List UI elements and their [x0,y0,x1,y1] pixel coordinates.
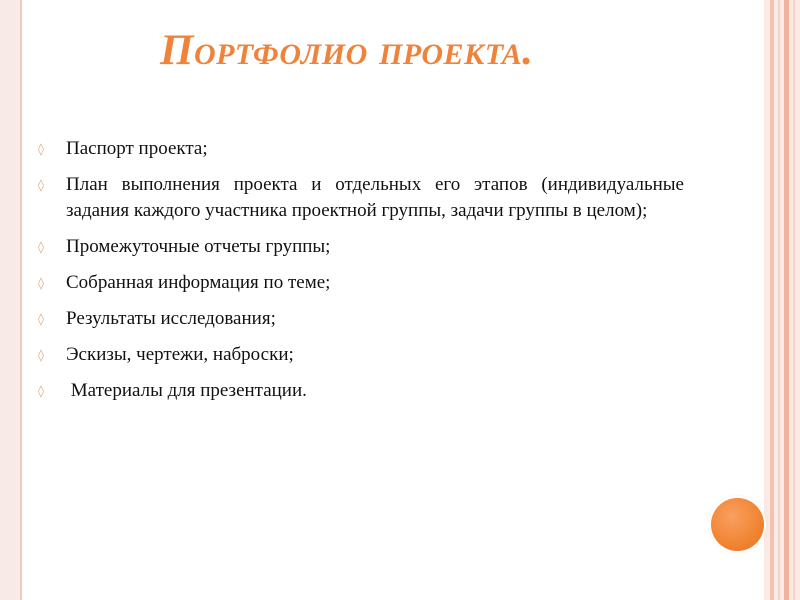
list-item-text: Эскизы, чертежи, наброски; [66,344,294,365]
list-item-text: Материалы для презентации. [66,380,307,401]
bullet-list [38,136,689,414]
diamond-bullet-icon: ◊ [38,240,44,254]
slide-title: Портфолио проекта. [160,27,534,74]
list-item-text: Паспорт проекта; [66,138,208,159]
right-stripe [770,0,774,600]
diamond-bullet-icon: ◊ [38,178,44,192]
list-item-text: План выполнения проекта и отдельных его этапов (индивидуальные задания каждого участника проектной группы, задачи группы в целом); [66,174,689,221]
diamond-bullet-icon: ◊ [38,348,44,362]
list-item [38,234,684,260]
diamond-bullet-icon: ◊ [38,312,44,326]
right-decorative-border [764,0,800,600]
right-stripe [784,0,789,600]
list-item-text: Результаты исследования; [66,308,276,329]
list-item [38,172,689,224]
list-item [38,378,684,404]
orange-circle-decoration [711,498,764,551]
diamond-bullet-icon: ◊ [38,384,44,398]
right-stripe [778,0,780,600]
left-decorative-border [0,0,22,600]
list-item [38,306,684,332]
diamond-bullet-icon: ◊ [38,142,44,156]
list-item [38,270,684,296]
right-stripe [793,0,795,600]
diamond-bullet-icon: ◊ [38,276,44,290]
list-item-text: Промежуточные отчеты группы; [66,236,331,257]
list-item [38,136,684,162]
list-item [38,342,684,368]
list-item-text: Собранная информация по теме; [66,272,331,293]
